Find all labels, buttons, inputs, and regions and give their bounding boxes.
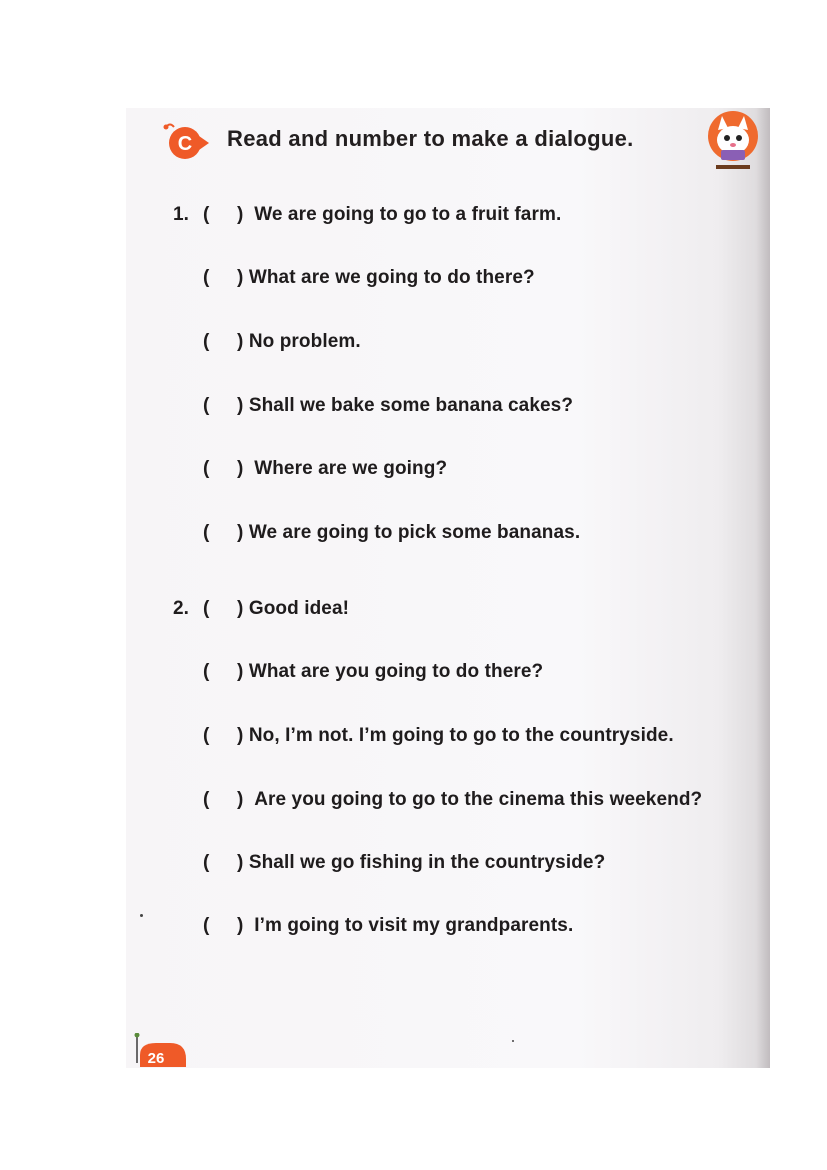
workbook-page [126,108,770,1068]
exercise-2-line-2: ( ) What are you going to do there? [203,661,544,682]
exercise-1-line-5: ( ) Where are we going? [203,458,448,479]
page-edge-shadow [756,108,770,1068]
scan-speck [140,914,143,917]
exercise-2-line-6: ( ) I’m going to visit my grandparents. [203,915,574,936]
badge-letter: C [177,133,193,155]
scan-speck [512,1040,514,1042]
exercise-1-line-6: ( ) We are going to pick some bananas. [203,522,581,543]
exercise-1-line-2: ( ) What are we going to do there? [203,267,535,288]
exercise-1-line-4: ( ) Shall we bake some banana cakes? [203,395,574,416]
page-number-tab [134,1033,188,1068]
exercise-2-line-3: ( ) No, I’m not. I’m going to go to the countryside. [203,725,674,746]
mascot-icon [706,110,760,172]
exercise-number: 2. [173,598,190,619]
exercise-2-line-5: ( ) Shall we go fishing in the countryside? [203,852,606,873]
exercise-2-line-1: 2. ( ) Good idea! [173,598,350,619]
page-number: 26 [147,1050,165,1067]
exercise-1-line-3: ( ) No problem. [203,331,361,352]
exercise-1-line-1: 1. ( ) We are going to go to a fruit farm. [173,204,562,225]
page-title: Read and number to make a dialogue. [227,126,634,151]
section-c-badge [160,121,210,161]
exercise-number: 1. [173,204,190,225]
exercise-2-line-4: ( ) Are you going to go to the cinema this weekend? [203,789,703,810]
